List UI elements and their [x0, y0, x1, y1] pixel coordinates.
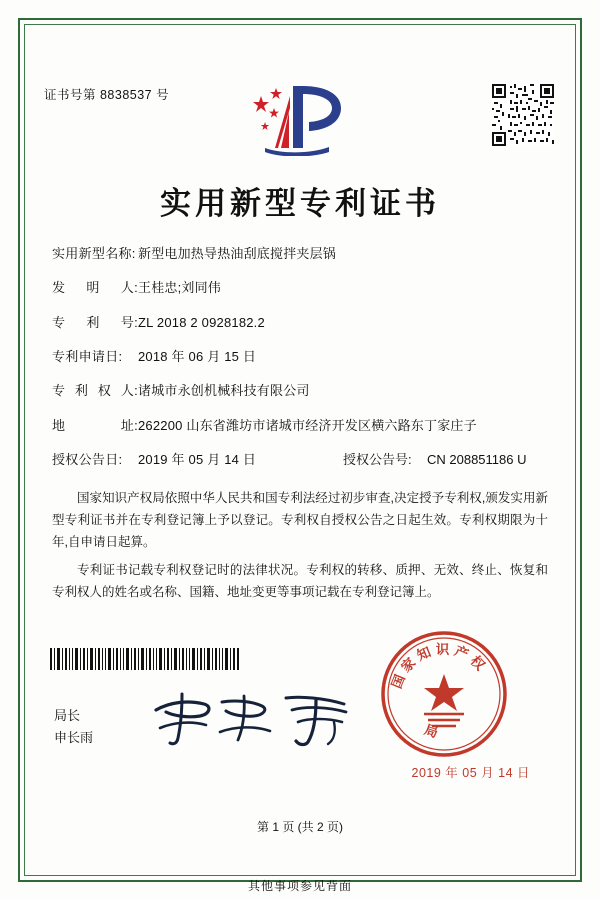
- field-value-announcement-date: 2019 年 05 月 14 日: [138, 452, 257, 468]
- field-value-patentee: 诸城市永创机械科技有限公司: [138, 383, 310, 399]
- director-name: 申长雨: [54, 730, 94, 746]
- field-label-name: 实用新型名称:: [52, 246, 136, 261]
- label-part: 地: [52, 417, 66, 433]
- field-label-patent-number: [52, 314, 138, 333]
- svg-text:局: 局: [422, 721, 443, 743]
- field-row-address: [52, 417, 548, 436]
- field-row-name: [52, 245, 548, 264]
- director-block: [54, 705, 93, 749]
- field-row-patentee: [52, 382, 548, 401]
- label-part: 明: [86, 280, 100, 296]
- footer-note: 其他事项参见背面: [247, 879, 352, 893]
- legal-paragraph-2: 专利证书记载专利权登记时的法律状况。专利权的转移、质押、无效、终止、恢复和专利权人的姓名或名称、国籍、地址变更等事项记载在专利登记簿上。: [52, 562, 548, 599]
- field-row-inventor: [52, 279, 548, 298]
- field-value-patent-number: ZL 2018 2 0928182.2: [138, 314, 265, 330]
- handwritten-signature: [148, 688, 363, 750]
- label-part: 专: [52, 383, 66, 399]
- field-label-inventor: [52, 279, 138, 298]
- label-part: 利: [74, 383, 89, 399]
- label-part: 利: [86, 314, 100, 330]
- label-part: 号:: [120, 314, 138, 330]
- label-part: 人:: [120, 383, 138, 399]
- legal-paragraph-1: 国家知识产权局依照中华人民共和国专利法经过初步审查,决定授予专利权,颁发实用新型专利证书并在专利登记簿上予以登记。专利权自授权公告之日起生效。专利权期限为十年,自申请日起算。: [52, 491, 548, 549]
- field-label-announcement-number: 授权公告号:: [343, 452, 412, 468]
- field-value-address: 262200 山东省潍坊市诸城市经济开发区横六路东丁家庄子: [138, 417, 477, 433]
- certificate-content: [40, 40, 560, 860]
- field-row-patent-number: [52, 314, 548, 333]
- field-label-application-date: 专利申请日:: [52, 349, 123, 365]
- field-value-application-date: 2018 年 06 月 15 日: [138, 349, 257, 365]
- cnipa-logo-icon: [245, 78, 355, 156]
- label-part: 人:: [120, 280, 138, 296]
- qr-code: [492, 84, 554, 146]
- label-part: 址:: [120, 417, 138, 433]
- label-part: 权: [97, 383, 112, 399]
- label-part: 专: [52, 314, 66, 330]
- label-part: 发: [52, 280, 66, 296]
- field-value-announcement-number: CN 208851186 U: [427, 452, 527, 468]
- field-label-announcement-date: 授权公告日:: [52, 452, 123, 468]
- field-label-address: [52, 417, 138, 436]
- field-value-name: 新型电加热导热油刮底搅拌夹层锅: [138, 246, 337, 261]
- barcode: [50, 648, 240, 670]
- svg-text:国家知识产权: 国家知识产权: [388, 641, 491, 691]
- field-list: [52, 245, 548, 485]
- page-number: 第 1 页 (共 2 页): [256, 820, 343, 834]
- page-title: 实用新型专利证书: [160, 186, 440, 222]
- seal-date: 2019 年 05 月 14 日: [411, 766, 530, 780]
- field-row-application-date: [52, 348, 548, 367]
- official-seal: [380, 630, 508, 758]
- field-label-patentee: [52, 382, 138, 401]
- field-row-announcement: [52, 451, 548, 470]
- director-label: 局长: [54, 708, 81, 723]
- legal-text: [52, 488, 548, 609]
- certificate-number: 证书号第 8838537 号: [44, 88, 170, 102]
- field-value-inventor: 王桂忠;刘同伟: [138, 280, 222, 296]
